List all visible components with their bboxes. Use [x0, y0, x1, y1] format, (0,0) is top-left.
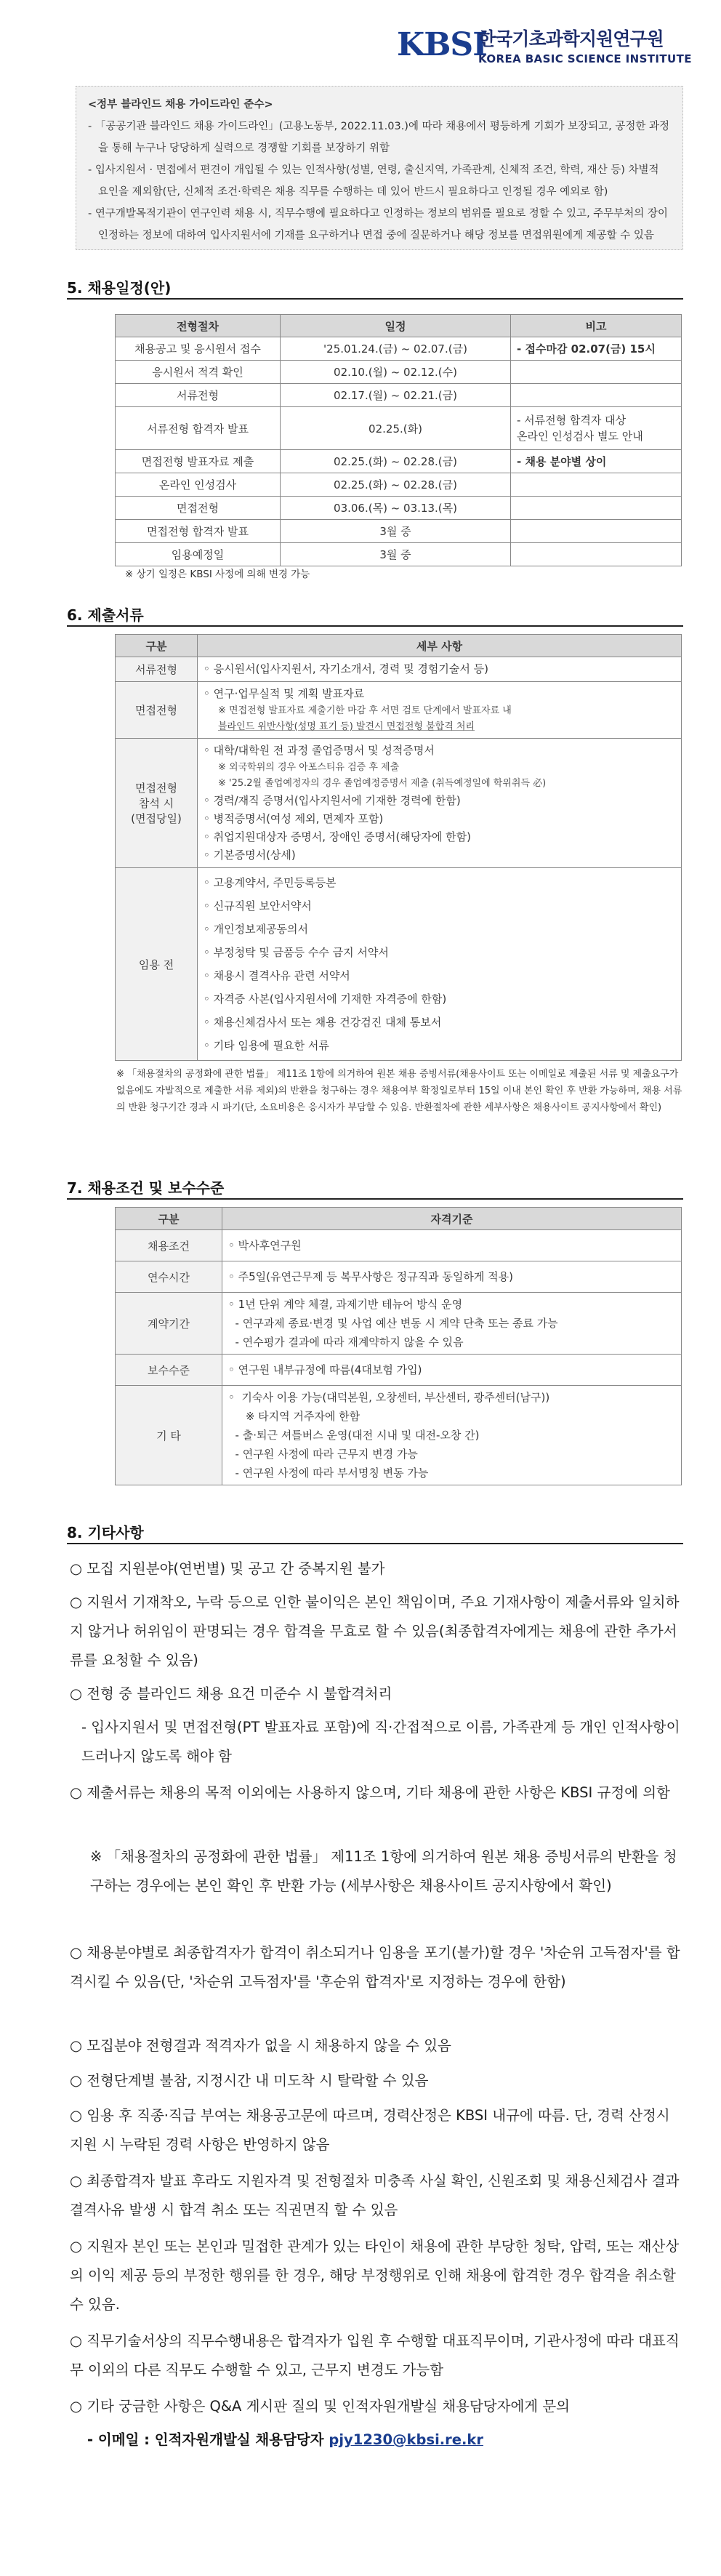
step-cell: 온라인 인성검사 [116, 473, 281, 497]
step-cell: 응시원서 적격 확인 [116, 361, 281, 384]
misc-item: ○ 기타 궁금한 사항은 Q&A 게시판 질의 및 인적자원개발실 채용담당자에게 문의 [70, 2398, 571, 2415]
note-cell [511, 520, 682, 543]
misc-item: - 입사지원서 및 면접전형(PT 발표자료 포함)에 직·간접적으로 이름, 가족관계 등 개인 인적사항이 드러나지 않도록 해야 함 [81, 1719, 680, 1765]
misc-item: ○ 모집분야 전형결과 적격자가 없을 시 채용하지 않을 수 있음 [70, 2037, 451, 2054]
contact-line [87, 2428, 483, 2449]
col-header: 세부 사항 [198, 635, 682, 657]
table-row [116, 407, 682, 450]
misc-item: ○ 제출서류는 채용의 목적 이외에는 사용하지 않으며, 기타 채용에 관한 사항은 KBSI 규정에 의함 [70, 1784, 670, 1801]
category-cell: 면접전형 참석 시 (면접당일) [116, 739, 198, 868]
misc-item: ○ 채용분야별로 최종합격자가 합격이 취소되거나 임용을 포기(불가)할 경우 '차순위 고득점자'를 합격시킬 수 있음(단, '차순위 고득점자'를 '후순위 합격자'로 지정하는 경우에 한함) [70, 1944, 680, 1990]
detail-line: ◦ 응시원서(입사지원서, 자기소개서, 경력 및 경험기술서 등) [204, 662, 488, 675]
misc-item: ○ 지원자 본인 또는 본인과 밀접한 관계가 있는 타인이 채용에 관한 부당한 청탁, 압력, 또는 재산상의 이익 제공 등의 부정한 행위를 한 경우, 해당 부정행위로 인해 채용에 합격한 경우 합격을 취소할 수 있음. [70, 2238, 680, 2313]
org-name-en: KOREA BASIC SCIENCE INSTITUTE [478, 52, 692, 65]
category-cell: 채용조건 [116, 1230, 222, 1261]
detail-line: ◦ 주5일(유연근무제 등 복무사항은 정규직과 동일하게 적용) [228, 1270, 513, 1283]
notice-item: - 입사지원서 · 면접에서 편견이 개입될 수 있는 인적사항(성별, 연령, 출신지역, 가족관계, 신체적 조건, 학력, 재산 등) 차별적 요인을 제외함(단, 신체적 조건·학력은 채용 직무를 수행하는 데 있어 반드시 필요하다고 인정될 경우 예외로 함) [88, 164, 659, 198]
contact-email-link[interactable]: pjy1230@kbsi.re.kr [329, 2431, 483, 2448]
notice-item: - 연구개발목적기관이 연구인력 채용 시, 직무수행에 필요하다고 인정하는 정보의 범위를 필요로 정할 수 있고, 주무부처의 장이 인정하는 정보에 대하여 입사지원서에 기재를 요구하거나 면접 중에 질문하거나 해당 정보를 면접위원에게 제공할 수 있음 [88, 208, 668, 241]
schedule-footnote: ※ 상기 일정은 KBSI 사정에 의해 변경 가능 [125, 569, 310, 580]
table-row [116, 868, 682, 1061]
detail-line: ◦ 부정청탁 및 금품등 수수 금지 서약서 [204, 946, 389, 959]
date-cell: 02.25.(화) ~ 02.28.(금) [281, 450, 511, 473]
detail-line: ◦ 1년 단위 계약 체결, 과제기반 테뉴어 방식 운영 [228, 1298, 463, 1311]
misc-item: ○ 전형 중 블라인드 채용 요건 미준수 시 불합격처리 [70, 1685, 392, 1702]
note-cell: - 서류전형 합격자 대상 온라인 인성검사 별도 안내 [511, 407, 682, 450]
detail-line: ◦ 연구원 내부규정에 따름(4대보험 가입) [228, 1363, 422, 1376]
date-cell: 02.17.(월) ~ 02.21.(금) [281, 384, 511, 407]
col-header: 구분 [116, 635, 198, 657]
documents-footnote: ※ 「채용절차의 공정화에 관한 법률」 제11조 1항에 의거하여 원본 채용 증빙서류(채용사이트 또는 이메일로 제출된 서류 및 제출요구가 없음에도 자발적으로 제출한 서류 제외)의 반환을 청구하는 경우 채용여부 확정일로부터 15일 이내 본인 확인 후 반환 가능하며, 채용 서류의 반환 청구기간 경과 시 파기(단, 소요비용은 응시자가 부담할 수 있음. 반환절차에 관한 세부사항은 채용사이트 공지사항에서 확인) [116, 1069, 682, 1113]
section-divider [67, 298, 683, 300]
category-cell: 서류전형 [116, 657, 198, 682]
detail-line: - 출·퇴근 셔틀버스 운영(대전 시내 및 대전-오창 간) [228, 1429, 480, 1442]
detail-cell [222, 1230, 682, 1261]
category-cell: 계약기간 [116, 1293, 222, 1355]
note-cell [511, 497, 682, 520]
step-cell: 면접전형 발표자료 제출 [116, 450, 281, 473]
section-title-misc: 8. 기타사항 [67, 1524, 144, 1541]
table-row [116, 497, 682, 520]
table-row [116, 682, 682, 739]
table-row [116, 450, 682, 473]
category-cell: 면접전형 [116, 682, 198, 739]
col-header: 구분 [116, 1208, 222, 1230]
table-row [116, 1293, 682, 1355]
kbsi-logo [397, 20, 702, 77]
table-row [116, 739, 682, 868]
detail-subnote: 블라인드 위반사항(성명 표기 등) 발견시 면접전형 불합격 처리 [218, 721, 475, 732]
detail-cell [198, 657, 682, 682]
note-cell [511, 384, 682, 407]
conditions-table [115, 1207, 682, 1485]
detail-line: ◦ 고용계약서, 주민등록등본 [204, 876, 337, 889]
detail-line: - 연수평가 결과에 따라 재계약하지 않을 수 있음 [228, 1336, 464, 1349]
detail-line: ◦ 대학/대학원 전 과정 졸업증명서 및 성적증명서 [204, 744, 435, 757]
detail-line: ◦ 자격증 사본(입사지원서에 기재한 자격증에 한함) [204, 992, 447, 1006]
note-cell [511, 361, 682, 384]
misc-item: ○ 전형단계별 불참, 지정시간 내 미도착 시 탈락할 수 있음 [70, 2072, 429, 2089]
notice-item: - 「공공기관 블라인드 채용 가이드라인」(고용노동부, 2022.11.03.)에 따라 채용에서 평등하게 기회가 보장되고, 공정한 과정을 통해 누구나 당당하게 실력으로 경쟁할 기회를 보장하기 위함 [88, 121, 670, 154]
category-cell: 보수수준 [116, 1355, 222, 1386]
date-cell: 03.06.(목) ~ 03.13.(목) [281, 497, 511, 520]
table-row [116, 473, 682, 497]
date-cell: 02.25.(화) ~ 02.28.(금) [281, 473, 511, 497]
detail-cell [198, 682, 682, 739]
detail-line: ◦ 기숙사 이용 가능(대덕본원, 오창센터, 부산센터, 광주센터(남구)) [228, 1391, 550, 1404]
schedule-table [115, 314, 682, 566]
detail-line: ◦ 신규직원 보안서약서 [204, 899, 312, 912]
date-cell: 02.25.(화) [281, 407, 511, 450]
step-cell: 서류전형 [116, 384, 281, 407]
detail-line: ◦ 채용시 결격사유 관련 서약서 [204, 969, 350, 982]
misc-item: ○ 최종합격자 발표 후라도 지원자격 및 전형절차 미충족 사실 확인, 신원조회 및 채용신체검사 결과 결격사유 발생 시 합격 취소 또는 직권면직 할 수 있음 [70, 2172, 680, 2218]
table-row [116, 1230, 682, 1261]
notice-title: <정부 블라인드 채용 가이드라인 준수> [88, 99, 273, 111]
note-cell [511, 543, 682, 566]
section-divider [67, 1198, 683, 1200]
step-cell: 면접전형 합격자 발표 [116, 520, 281, 543]
date-cell: '25.01.24.(금) ~ 02.07.(금) [281, 337, 511, 361]
blind-hiring-notice [76, 86, 683, 250]
note-cell: - 접수마감 02.07(금) 15시 [511, 337, 682, 361]
detail-line: ◦ 병적증명서(여성 제외, 면제자 포함) [204, 812, 384, 825]
detail-line: ◦ 기타 임용에 필요한 서류 [204, 1039, 329, 1052]
section-title-schedule: 5. 채용일정(안) [67, 279, 172, 297]
note-cell: - 채용 분야별 상이 [511, 450, 682, 473]
documents-table [115, 634, 682, 1061]
note-cell [511, 473, 682, 497]
misc-item: ○ 임용 후 직종·직급 부여는 채용공고문에 따르며, 경력산정은 KBSI 내규에 따름. 단, 경력 산정시 지원 시 누락된 경력 사항은 반영하지 않음 [70, 2107, 670, 2153]
detail-subnote: ※ 면접전형 발표자료 제출기한 마감 후 서면 검토 단계에서 발표자료 내 [218, 705, 512, 716]
category-cell: 임용 전 [116, 868, 198, 1061]
col-header: 일정 [281, 315, 511, 337]
detail-cell [198, 739, 682, 868]
detail-cell [198, 868, 682, 1061]
step-cell: 임용예정일 [116, 543, 281, 566]
table-row [116, 337, 682, 361]
detail-line: ◦ 취업지원대상자 증명서, 장애인 증명서(해당자에 한함) [204, 830, 471, 843]
detail-cell [222, 1261, 682, 1293]
date-cell: 3월 중 [281, 520, 511, 543]
detail-subnote: ※ '25.2월 졸업예정자의 경우 졸업예정증명서 제출 (취득예정일에 학위취득 必) [218, 778, 547, 789]
table-row [116, 384, 682, 407]
section-divider [67, 1543, 683, 1544]
detail-line: - 연구원 사정에 따라 근무지 변경 가능 [228, 1448, 418, 1461]
table-row [116, 361, 682, 384]
col-header: 자격기준 [222, 1208, 682, 1230]
misc-item: ○ 지원서 기재착오, 누락 등으로 인한 불이익은 본인 책임이며, 주요 기재사항이 제출서류와 일치하지 않거나 허위임이 판명되는 경우 합격을 무효로 할 수 있음(최종합격자에게는 채용에 관한 추가서류를 요청할 수 있음) [70, 1594, 680, 1669]
detail-line: ◦ 기본증명서(상세) [204, 848, 296, 862]
table-row [116, 1386, 682, 1485]
table-row [116, 657, 682, 682]
step-cell: 면접전형 [116, 497, 281, 520]
section-divider [67, 625, 683, 627]
org-name-ko: 한국기초과학지원연구원 [478, 28, 664, 49]
date-cell: 3월 중 [281, 543, 511, 566]
detail-cell [222, 1355, 682, 1386]
table-row [116, 543, 682, 566]
logo-mark: KBSI [397, 26, 487, 63]
detail-line: - 연구원 사정에 따라 부서명칭 변동 가능 [228, 1466, 429, 1480]
misc-item: ※ 「채용절차의 공정화에 관한 법률」 제11조 1항에 의거하여 원본 채용 증빙서류의 반환을 청구하는 경우에는 본인 확인 후 반환 가능 (세부사항은 채용사이트 공지사항에서 확인) [90, 1848, 677, 1894]
detail-subnote: ※ 외국학위의 경우 아포스티유 검증 후 제출 [218, 762, 400, 773]
detail-line: ◦ 개인정보제공동의서 [204, 923, 309, 936]
date-cell: 02.10.(월) ~ 02.12.(수) [281, 361, 511, 384]
step-cell: 채용공고 및 응시원서 접수 [116, 337, 281, 361]
detail-cell [222, 1293, 682, 1355]
detail-line: ◦ 박사후연구원 [228, 1239, 302, 1252]
table-row [116, 520, 682, 543]
table-row [116, 1355, 682, 1386]
misc-item: ○ 모집 지원분야(연번별) 및 공고 간 중복지원 불가 [70, 1560, 385, 1577]
misc-item: ○ 직무기술서상의 직무수행내용은 합격자가 입원 후 수행할 대표직무이며, 기관사정에 따라 대표직무 이외의 다른 직무도 수행할 수 있고, 근무지 변경도 가능함 [70, 2332, 680, 2378]
col-header: 비고 [511, 315, 682, 337]
table-row [116, 1261, 682, 1293]
detail-line: ※ 타지역 거주자에 한함 [228, 1410, 360, 1423]
category-cell: 연수시간 [116, 1261, 222, 1293]
detail-cell [222, 1386, 682, 1485]
detail-line: ◦ 채용신체검사서 또는 채용 건강검진 대체 통보서 [204, 1016, 442, 1029]
detail-line: ◦ 경력/재직 증명서(입사지원서에 기재한 경력에 한함) [204, 794, 461, 807]
section-title-documents: 6. 제출서류 [67, 606, 144, 624]
category-cell: 기 타 [116, 1386, 222, 1485]
detail-line: ◦ 연구·업무실적 및 계획 발표자료 [204, 687, 365, 700]
detail-line: - 연구과제 종료·변경 및 사업 예산 변동 시 계약 단축 또는 종료 가능 [228, 1317, 558, 1330]
step-cell: 서류전형 합격자 발표 [116, 407, 281, 450]
section-title-conditions: 7. 채용조건 및 보수수준 [67, 1179, 225, 1197]
contact-label: - 이메일 : 인적자원개발실 채용담당자 [87, 2431, 324, 2448]
col-header: 전형절차 [116, 315, 281, 337]
